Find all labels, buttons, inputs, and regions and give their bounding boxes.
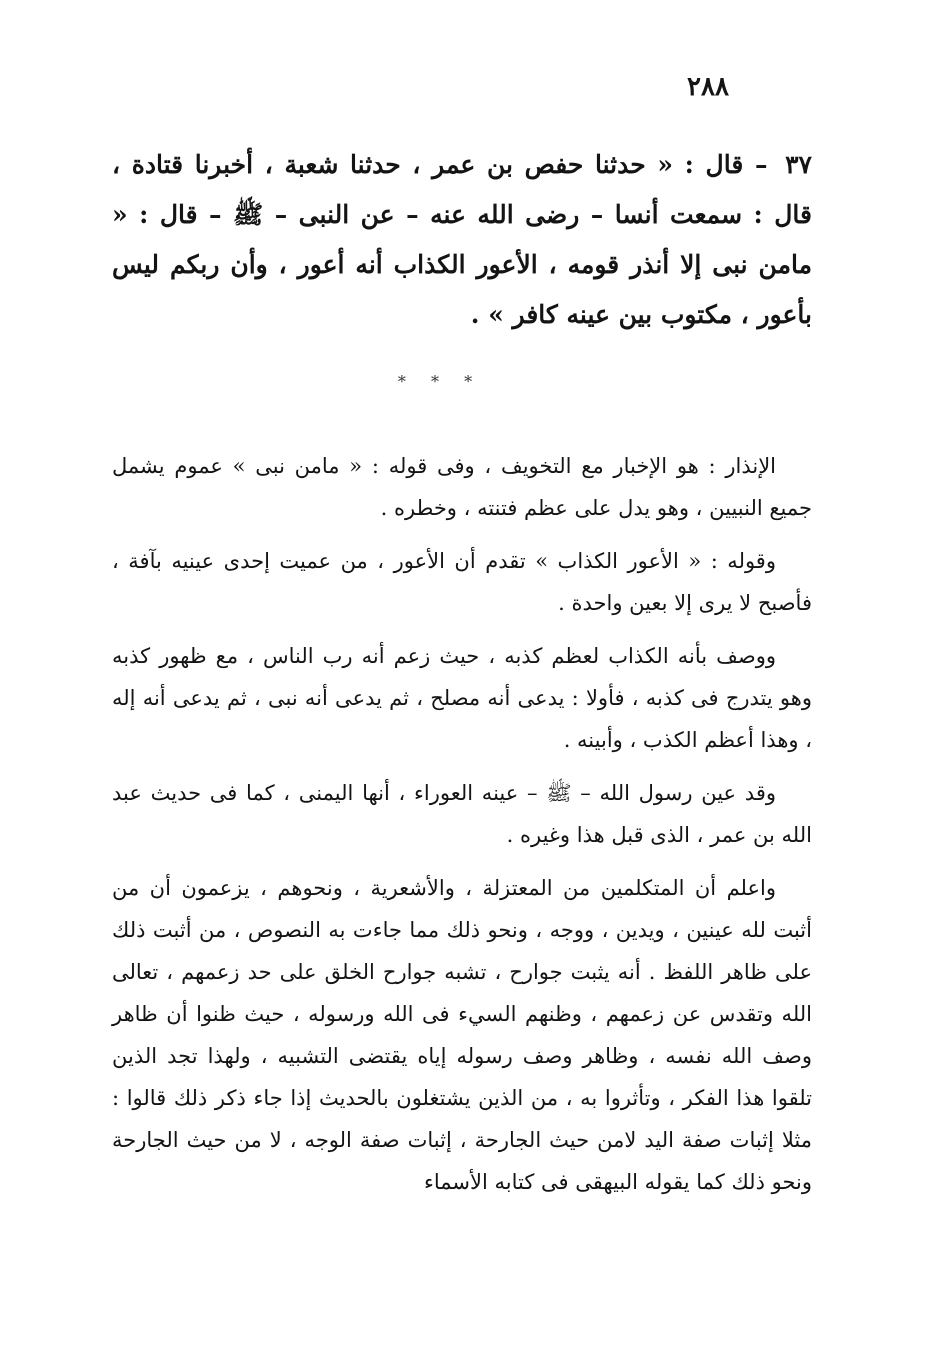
commentary-paragraph: وقوله : « الأعور الكذاب » تقدم أن الأعور ، من عميت إحدى عينيه بآفة ، فأصبح لا يرى إلا بعين واحدة . xyxy=(112,549,812,615)
commentary-block xyxy=(112,445,812,1214)
commentary-paragraph: واعلم أن المتكلمين من المعتزلة ، والأشعرية ، ونحوهم ، يزعمون أن من أثبت لله عينين ، ويدين ، ووجه ، ونحو ذلك مما جاءت به النصوص ، من أثبت ذلك على ظاهر اللفظ . أنه يثبت جوارح ، تشبه جوارح الخلق على حد زعمهم ، تعالى الله وتقدس عن زعمهم ، وظنهم السيء فى الله ورسوله ، حيث ظنوا أن ظاهر وصف الله نفسه ، وظاهر وصف رسوله إياه يقتضى التشبيه ، ولهذا تجد الذين تلقوا هذا الفكر ، وتأثروا به ، من الذين يشتغلون بالحديث إذا جاء ذكر ذلك قالوا : مثلا إثبات صفة اليد لامن حيث الجارحة ، إثبات صفة الوجه ، لا من حيث الجارحة ونحو ذلك كما يقوله البيهقى فى كتابه الأسماء xyxy=(112,876,812,1194)
section-separator: * * * xyxy=(397,372,483,391)
hadith-number: ٣٧ xyxy=(785,150,812,179)
page-number: ٢٨٨ xyxy=(687,72,729,102)
hadith-text: قال : « حدثنا حفص بن عمر ، حدثنا شعبة ، أخبرنا قتادة ، قال : سمعت أنسا – رضى الله عنه – عن النبى – ﷺ – قال : « مامن نبى إلا أنذر قومه ، الأعور الكذاب أنه أعور ، وأن ربكم ليس بأعور ، مكتوب بين عينه كافر » . xyxy=(112,150,812,329)
commentary-paragraph: ووصف بأنه الكذاب لعظم كذبه ، حيث زعم أنه رب الناس ، مع ظهور كذبه وهو يتدرج فى كذبه ، فأولا : يدعى أنه مصلح ، ثم يدعى أنه نبى ، ثم يدعى أنه إله ، وهذا أعظم الكذب ، وأبينه . xyxy=(112,644,812,752)
commentary-paragraph: وقد عين رسول الله – ﷺ – عينه العوراء ، أنها اليمنى ، كما فى حديث عبد الله بن عمر ، الذى قبل هذا وغيره . xyxy=(112,781,812,847)
hadith-block xyxy=(112,140,812,340)
hadith-dash: – xyxy=(754,150,768,179)
commentary-paragraph: الإنذار : هو الإخبار مع التخويف ، وفى قوله : « مامن نبى » عموم يشمل جميع النبيين ، وهو يدل على عظم فتنته ، وخطره . xyxy=(112,454,812,520)
